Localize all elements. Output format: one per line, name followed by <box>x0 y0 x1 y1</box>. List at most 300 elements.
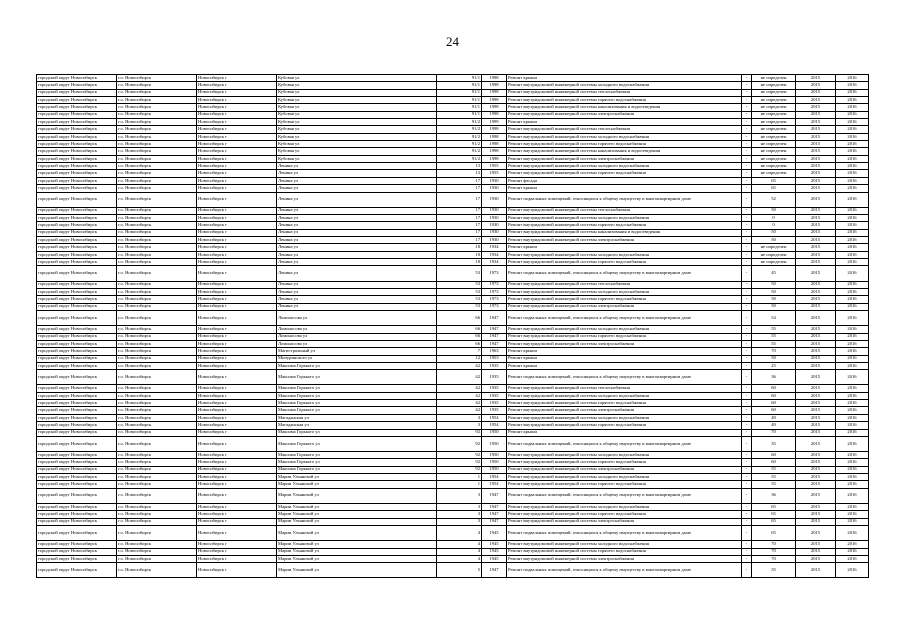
work-type-cell: Ремонт фасада <box>507 177 742 184</box>
year-built-cell: 1945 <box>482 525 507 540</box>
house-number-cell: 3 <box>437 414 482 421</box>
work-type-cell: Ремонт подвальных помещений, относящихся к общему имуществу в многоквартирном доме <box>507 436 742 451</box>
start-year-cell: 2015 <box>796 355 836 362</box>
cost-cell: не определен <box>752 126 796 133</box>
cost-cell: не определен <box>752 251 796 258</box>
city-cell: Новосибирск г <box>197 192 277 207</box>
table-row <box>37 326 869 333</box>
amount-cell: - <box>742 311 752 326</box>
house-number-cell: 4 <box>437 555 482 562</box>
cost-cell: 60 <box>752 392 796 399</box>
city-cell: Новосибирск г <box>197 104 277 111</box>
end-year-cell: 2016 <box>836 452 869 459</box>
start-year-cell: 2015 <box>796 459 836 466</box>
settlement-cell: г.о. Новосибирск <box>117 185 197 192</box>
start-year-cell: 2015 <box>796 452 836 459</box>
start-year-cell: 2015 <box>796 385 836 392</box>
settlement-cell: г.о. Новосибирск <box>117 177 197 184</box>
house-number-cell: 91/2 <box>437 155 482 162</box>
start-year-cell: 2015 <box>796 311 836 326</box>
year-built-cell: 1935 <box>482 362 507 369</box>
settlement-cell: г.о. Новосибирск <box>117 555 197 562</box>
table-row <box>37 563 869 578</box>
end-year-cell: 2016 <box>836 436 869 451</box>
street-cell: Ленина ул <box>277 215 437 222</box>
amount-cell: - <box>742 422 752 429</box>
table-body <box>37 75 869 578</box>
settlement-cell: г.о. Новосибирск <box>117 89 197 96</box>
city-cell: Новосибирск г <box>197 429 277 436</box>
street-cell: Максима Горького ул <box>277 407 437 414</box>
year-built-cell: 1947 <box>482 563 507 578</box>
cost-cell: 60 <box>752 385 796 392</box>
street-cell: Ленина ул <box>277 229 437 236</box>
work-type-cell: Ремонт внутридомовой инженерной системы холодного водоснабжения <box>507 392 742 399</box>
work-type-cell: Ремонт подвальных помещений, относящихся к общему имуществу в многоквартирном доме <box>507 488 742 503</box>
settlement-cell: г.о. Новосибирск <box>117 207 197 214</box>
house-number-cell: 53 <box>437 303 482 310</box>
street-cell: Кубовая ул <box>277 155 437 162</box>
table-row <box>37 170 869 177</box>
end-year-cell: 2016 <box>836 222 869 229</box>
city-cell: Новосибирск г <box>197 548 277 555</box>
table-row <box>37 215 869 222</box>
start-year-cell: 2015 <box>796 422 836 429</box>
amount-cell: - <box>742 237 752 244</box>
municipality-cell: городской округ Новосибирск <box>37 348 117 355</box>
street-cell: Кубовая ул <box>277 97 437 104</box>
cost-cell: не определен <box>752 97 796 104</box>
year-built-cell: 1954 <box>482 481 507 488</box>
street-cell: Ленина ул <box>277 207 437 214</box>
cost-cell: не определен <box>752 111 796 118</box>
city-cell: Новосибирск г <box>197 422 277 429</box>
street-cell: Ленина ул <box>277 296 437 303</box>
start-year-cell: 2015 <box>796 177 836 184</box>
amount-cell: - <box>742 133 752 140</box>
settlement-cell: г.о. Новосибирск <box>117 355 197 362</box>
city-cell: Новосибирск г <box>197 452 277 459</box>
table-row <box>37 400 869 407</box>
start-year-cell: 2015 <box>796 207 836 214</box>
year-built-cell: 1998 <box>482 111 507 118</box>
table-row <box>37 89 869 96</box>
amount-cell: - <box>742 155 752 162</box>
cost-cell: 70 <box>752 348 796 355</box>
year-built-cell: 1973 <box>482 296 507 303</box>
work-type-cell: Ремонт подвальных помещений, относящихся к общему имуществу в многоквартирном доме <box>507 370 742 385</box>
house-number-cell: 7 <box>437 348 482 355</box>
cost-cell: 55 <box>752 340 796 347</box>
cost-cell: 36 <box>752 488 796 503</box>
city-cell: Новосибирск г <box>197 207 277 214</box>
amount-cell: - <box>742 296 752 303</box>
house-number-cell: 53 <box>437 281 482 288</box>
table-row <box>37 541 869 548</box>
cost-cell: 65 <box>752 185 796 192</box>
end-year-cell: 2016 <box>836 362 869 369</box>
house-number-cell: 17 <box>437 222 482 229</box>
settlement-cell: г.о. Новосибирск <box>117 422 197 429</box>
cost-cell: 52 <box>752 192 796 207</box>
end-year-cell: 2016 <box>836 259 869 266</box>
street-cell: Марии Ульяновой ул <box>277 555 437 562</box>
municipality-cell: городской округ Новосибирск <box>37 82 117 89</box>
table-row <box>37 407 869 414</box>
municipality-cell: городской округ Новосибирск <box>37 192 117 207</box>
year-built-cell: 1998 <box>482 133 507 140</box>
end-year-cell: 2016 <box>836 155 869 162</box>
cost-cell: 45 <box>752 266 796 281</box>
settlement-cell: г.о. Новосибирск <box>117 452 197 459</box>
end-year-cell: 2016 <box>836 392 869 399</box>
work-type-cell: Ремонт внутридомовой инженерной системы холодного водоснабжения <box>507 215 742 222</box>
amount-cell: - <box>742 119 752 126</box>
end-year-cell: 2016 <box>836 518 869 525</box>
city-cell: Новосибирск г <box>197 503 277 510</box>
start-year-cell: 2015 <box>796 525 836 540</box>
cost-cell: 50 <box>752 281 796 288</box>
amount-cell: - <box>742 355 752 362</box>
settlement-cell: г.о. Новосибирск <box>117 362 197 369</box>
year-built-cell: 1998 <box>482 97 507 104</box>
year-built-cell: 1945 <box>482 541 507 548</box>
municipality-cell: городской округ Новосибирск <box>37 111 117 118</box>
amount-cell: - <box>742 148 752 155</box>
settlement-cell: г.о. Новосибирск <box>117 215 197 222</box>
settlement-cell: г.о. Новосибирск <box>117 436 197 451</box>
city-cell: Новосибирск г <box>197 126 277 133</box>
settlement-cell: г.о. Новосибирск <box>117 563 197 578</box>
house-number-cell: 92 <box>437 429 482 436</box>
house-number-cell: 91/1 <box>437 75 482 82</box>
work-type-cell: Ремонт внутридомовой инженерной системы электроснабжения <box>507 518 742 525</box>
municipality-cell: городской округ Новосибирск <box>37 326 117 333</box>
cost-cell: 50 <box>752 303 796 310</box>
end-year-cell: 2016 <box>836 177 869 184</box>
work-type-cell: Ремонт внутридомовой инженерной системы электроснабжения <box>507 340 742 347</box>
start-year-cell: 2015 <box>796 555 836 562</box>
street-cell: Ленина ул <box>277 281 437 288</box>
work-type-cell: Ремонт внутридомовой инженерной системы холодного водоснабжения <box>507 326 742 333</box>
street-cell: Максима Горького ул <box>277 466 437 473</box>
amount-cell: - <box>742 215 752 222</box>
year-built-cell: 1934 <box>482 251 507 258</box>
amount-cell: - <box>742 385 752 392</box>
cost-cell: 0 <box>752 215 796 222</box>
settlement-cell: г.о. Новосибирск <box>117 266 197 281</box>
municipality-cell: городской округ Новосибирск <box>37 392 117 399</box>
end-year-cell: 2016 <box>836 104 869 111</box>
start-year-cell: 2015 <box>796 414 836 421</box>
settlement-cell: г.о. Новосибирск <box>117 288 197 295</box>
house-number-cell: 4 <box>437 548 482 555</box>
table-row <box>37 355 869 362</box>
street-cell: Мичуринского ул <box>277 355 437 362</box>
settlement-cell: г.о. Новосибирск <box>117 192 197 207</box>
municipality-cell: городской округ Новосибирск <box>37 207 117 214</box>
work-type-cell: Ремонт внутридомовой инженерной системы электроснабжения <box>507 466 742 473</box>
amount-cell: - <box>742 288 752 295</box>
settlement-cell: г.о. Новосибирск <box>117 459 197 466</box>
start-year-cell: 2015 <box>796 215 836 222</box>
year-built-cell: 1955 <box>482 170 507 177</box>
cost-cell: 55 <box>752 474 796 481</box>
end-year-cell: 2016 <box>836 303 869 310</box>
work-type-cell: Ремонт внутридомовой инженерной системы холодного водоснабжения <box>507 251 742 258</box>
amount-cell: - <box>742 400 752 407</box>
city-cell: Новосибирск г <box>197 466 277 473</box>
end-year-cell: 2016 <box>836 407 869 414</box>
municipality-cell: городской округ Новосибирск <box>37 303 117 310</box>
municipality-cell: городской округ Новосибирск <box>37 333 117 340</box>
cost-cell: 25 <box>752 362 796 369</box>
end-year-cell: 2016 <box>836 288 869 295</box>
work-type-cell: Ремонт внутридомовой инженерной системы горячего водоснабжения <box>507 459 742 466</box>
house-number-cell: 17 <box>437 215 482 222</box>
year-built-cell: 1998 <box>482 104 507 111</box>
city-cell: Новосибирск г <box>197 326 277 333</box>
work-type-cell: Ремонт внутридомовой инженерной системы электроснабжения <box>507 155 742 162</box>
cost-cell: не определен <box>752 163 796 170</box>
end-year-cell: 2016 <box>836 311 869 326</box>
city-cell: Новосибирск г <box>197 459 277 466</box>
street-cell: Марии Ульяновой ул <box>277 474 437 481</box>
house-number-cell: 3 <box>437 511 482 518</box>
work-type-cell: Ремонт внутридомовой инженерной системы теплоснабжения <box>507 126 742 133</box>
settlement-cell: г.о. Новосибирск <box>117 170 197 177</box>
municipality-cell: городской округ Новосибирск <box>37 215 117 222</box>
street-cell: Марии Ульяновой ул <box>277 563 437 578</box>
start-year-cell: 2015 <box>796 548 836 555</box>
work-type-cell: Ремонт крыши <box>507 75 742 82</box>
end-year-cell: 2016 <box>836 333 869 340</box>
table-row <box>37 303 869 310</box>
table-row <box>37 370 869 385</box>
end-year-cell: 2016 <box>836 281 869 288</box>
street-cell: Ломоносова ул <box>277 333 437 340</box>
city-cell: Новосибирск г <box>197 259 277 266</box>
city-cell: Новосибирск г <box>197 229 277 236</box>
table-row <box>37 488 869 503</box>
cost-cell: не определен <box>752 89 796 96</box>
municipality-cell: городской округ Новосибирск <box>37 429 117 436</box>
work-type-cell: Ремонт внутридомовой инженерной системы электроснабжения <box>507 111 742 118</box>
page-number: 24 <box>446 34 459 49</box>
start-year-cell: 2015 <box>796 222 836 229</box>
cost-cell: не определен <box>752 133 796 140</box>
municipality-cell: городской округ Новосибирск <box>37 177 117 184</box>
end-year-cell: 2016 <box>836 326 869 333</box>
city-cell: Новосибирск г <box>197 400 277 407</box>
settlement-cell: г.о. Новосибирск <box>117 111 197 118</box>
cost-cell: 60 <box>752 400 796 407</box>
city-cell: Новосибирск г <box>197 407 277 414</box>
house-number-cell: 17 <box>437 177 482 184</box>
start-year-cell: 2015 <box>796 185 836 192</box>
municipality-cell: городской округ Новосибирск <box>37 422 117 429</box>
municipality-cell: городской округ Новосибирск <box>37 436 117 451</box>
settlement-cell: г.о. Новосибирск <box>117 259 197 266</box>
cost-cell: 50 <box>752 237 796 244</box>
start-year-cell: 2015 <box>796 370 836 385</box>
work-type-cell: Ремонт внутридомовой инженерной системы горячего водоснабжения <box>507 296 742 303</box>
cost-cell: 65 <box>752 177 796 184</box>
house-number-cell: 66 <box>437 326 482 333</box>
settlement-cell: г.о. Новосибирск <box>117 326 197 333</box>
end-year-cell: 2016 <box>836 414 869 421</box>
house-number-cell: 13 <box>437 170 482 177</box>
year-built-cell: 1954 <box>482 474 507 481</box>
settlement-cell: г.о. Новосибирск <box>117 503 197 510</box>
end-year-cell: 2016 <box>836 296 869 303</box>
municipality-cell: городской округ Новосибирск <box>37 340 117 347</box>
cost-cell: 70 <box>752 548 796 555</box>
municipality-cell: городской округ Новосибирск <box>37 126 117 133</box>
municipality-cell: городской округ Новосибирск <box>37 459 117 466</box>
work-type-cell: Ремонт внутридомовой инженерной системы холодного водоснабжения <box>507 452 742 459</box>
cost-cell: 35 <box>752 563 796 578</box>
work-type-cell: Ремонт крыши <box>507 119 742 126</box>
settlement-cell: г.о. Новосибирск <box>117 541 197 548</box>
city-cell: Новосибирск г <box>197 148 277 155</box>
city-cell: Новосибирск г <box>197 355 277 362</box>
year-built-cell: 1934 <box>482 244 507 251</box>
year-built-cell: 1999 <box>482 119 507 126</box>
work-type-cell: Ремонт внутридомовой инженерной системы теплоснабжения <box>507 281 742 288</box>
cost-cell: не определен <box>752 170 796 177</box>
year-built-cell: 1998 <box>482 155 507 162</box>
cost-cell: 70 <box>752 541 796 548</box>
work-type-cell: Ремонт внутридомовой инженерной системы теплоснабжения <box>507 385 742 392</box>
table-row <box>37 311 869 326</box>
street-cell: Ленина ул <box>277 163 437 170</box>
city-cell: Новосибирск г <box>197 541 277 548</box>
house-number-cell: 3 <box>437 518 482 525</box>
city-cell: Новосибирск г <box>197 311 277 326</box>
street-cell: Кубовая ул <box>277 75 437 82</box>
city-cell: Новосибирск г <box>197 215 277 222</box>
settlement-cell: г.о. Новосибирск <box>117 237 197 244</box>
table-row <box>37 281 869 288</box>
city-cell: Новосибирск г <box>197 370 277 385</box>
year-built-cell: 1998 <box>482 141 507 148</box>
work-type-cell: Ремонт подвальных помещений, относящихся к общему имуществу в многоквартирном доме <box>507 563 742 578</box>
start-year-cell: 2015 <box>796 259 836 266</box>
work-type-cell: Ремонт подвальных помещений, относящихся к общему имуществу в многоквартирном доме <box>507 311 742 326</box>
start-year-cell: 2015 <box>796 251 836 258</box>
amount-cell: - <box>742 407 752 414</box>
settlement-cell: г.о. Новосибирск <box>117 229 197 236</box>
street-cell: Ленина ул <box>277 185 437 192</box>
table-row <box>37 422 869 429</box>
street-cell: Максима Горького ул <box>277 459 437 466</box>
house-number-cell: 53 <box>437 266 482 281</box>
house-number-cell: 1 <box>437 481 482 488</box>
street-cell: Ленина ул <box>277 303 437 310</box>
settlement-cell: г.о. Новосибирск <box>117 119 197 126</box>
table-row <box>37 466 869 473</box>
city-cell: Новосибирск г <box>197 511 277 518</box>
amount-cell: - <box>742 392 752 399</box>
end-year-cell: 2016 <box>836 422 869 429</box>
work-type-cell: Ремонт внутридомовой инженерной системы горячего водоснабжения <box>507 170 742 177</box>
cost-cell: 50 <box>752 355 796 362</box>
start-year-cell: 2015 <box>796 163 836 170</box>
amount-cell: - <box>742 97 752 104</box>
city-cell: Новосибирск г <box>197 89 277 96</box>
municipality-cell: городской округ Новосибирск <box>37 400 117 407</box>
start-year-cell: 2015 <box>796 400 836 407</box>
start-year-cell: 2015 <box>796 362 836 369</box>
year-built-cell: 1973 <box>482 288 507 295</box>
start-year-cell: 2015 <box>796 170 836 177</box>
end-year-cell: 2016 <box>836 555 869 562</box>
settlement-cell: г.о. Новосибирск <box>117 488 197 503</box>
work-type-cell: Ремонт внутридомовой инженерной системы холодного водоснабжения <box>507 503 742 510</box>
start-year-cell: 2015 <box>796 296 836 303</box>
end-year-cell: 2016 <box>836 348 869 355</box>
start-year-cell: 2015 <box>796 481 836 488</box>
city-cell: Новосибирск г <box>197 288 277 295</box>
settlement-cell: г.о. Новосибирск <box>117 104 197 111</box>
street-cell: Ломоносова ул <box>277 340 437 347</box>
house-number-cell: 53 <box>437 296 482 303</box>
settlement-cell: г.о. Новосибирск <box>117 400 197 407</box>
work-type-cell: Ремонт крыши <box>507 362 742 369</box>
start-year-cell: 2015 <box>796 474 836 481</box>
street-cell: Магаданская ул <box>277 414 437 421</box>
municipality-cell: городской округ Новосибирск <box>37 525 117 540</box>
amount-cell: - <box>742 548 752 555</box>
settlement-cell: г.о. Новосибирск <box>117 348 197 355</box>
cost-cell: 60 <box>752 407 796 414</box>
city-cell: Новосибирск г <box>197 303 277 310</box>
house-number-cell: 91/1 <box>437 104 482 111</box>
start-year-cell: 2015 <box>796 82 836 89</box>
settlement-cell: г.о. Новосибирск <box>117 407 197 414</box>
municipality-cell: городской округ Новосибирск <box>37 362 117 369</box>
municipality-cell: городской округ Новосибирск <box>37 170 117 177</box>
cost-cell: 35 <box>752 436 796 451</box>
cost-cell: не определен <box>752 82 796 89</box>
amount-cell: - <box>742 111 752 118</box>
table-row <box>37 237 869 244</box>
settlement-cell: г.о. Новосибирск <box>117 392 197 399</box>
street-cell: Кубовая ул <box>277 119 437 126</box>
settlement-cell: г.о. Новосибирск <box>117 481 197 488</box>
table-row <box>37 148 869 155</box>
table-row <box>37 207 869 214</box>
year-built-cell: 1998 <box>482 82 507 89</box>
work-type-cell: Ремонт внутридомовой инженерной системы электроснабжения <box>507 237 742 244</box>
city-cell: Новосибирск г <box>197 481 277 488</box>
city-cell: Новосибирск г <box>197 266 277 281</box>
work-type-cell: Ремонт подвальных помещений, относящихся к общему имуществу в многоквартирном доме <box>507 525 742 540</box>
amount-cell: - <box>742 104 752 111</box>
year-built-cell: 1947 <box>482 511 507 518</box>
table-row <box>37 392 869 399</box>
settlement-cell: г.о. Новосибирск <box>117 148 197 155</box>
work-type-cell: Ремонт подвальных помещений, относящихся к общему имуществу в многоквартирном доме <box>507 266 742 281</box>
settlement-cell: г.о. Новосибирск <box>117 244 197 251</box>
year-built-cell: 1934 <box>482 259 507 266</box>
year-built-cell: 1935 <box>482 392 507 399</box>
amount-cell: - <box>742 340 752 347</box>
city-cell: Новосибирск г <box>197 362 277 369</box>
work-type-cell: Ремонт внутридомовой инженерной системы холодного водоснабжения <box>507 474 742 481</box>
house-number-cell: 4 <box>437 525 482 540</box>
